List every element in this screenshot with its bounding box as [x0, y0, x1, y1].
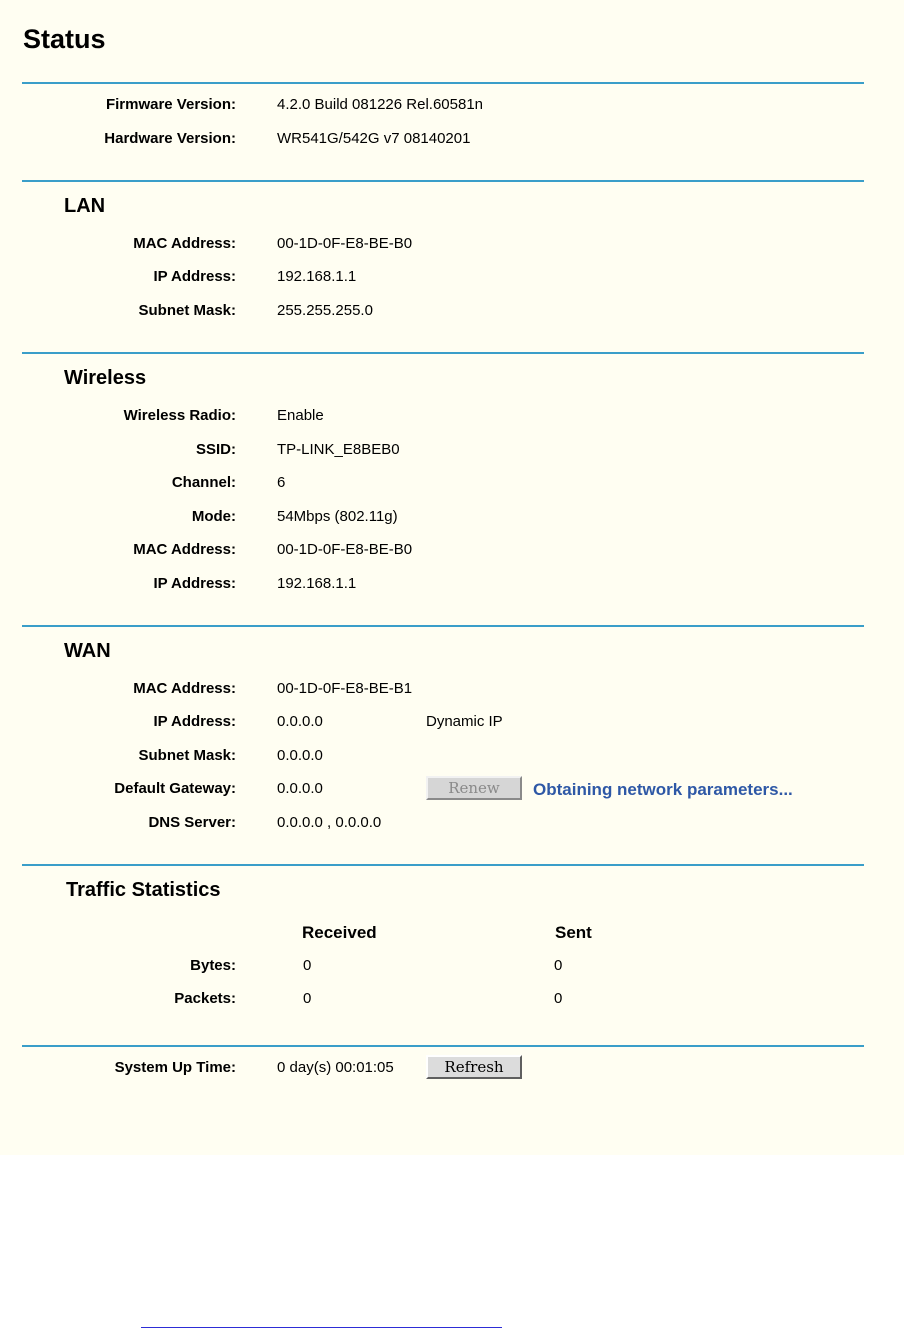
lan-mac-label: MAC Address:: [133, 235, 236, 252]
firmware-version-label: Firmware Version:: [105, 96, 236, 113]
wan-subnet-label: Subnet Mask:: [138, 747, 236, 764]
packets-sent-value: 0: [554, 990, 563, 1007]
uptime-label: System Up Time:: [114, 1059, 236, 1076]
wireless-radio-value: Enable: [277, 407, 324, 424]
gateway-label: Default Gateway:: [114, 780, 236, 797]
hardware-version-value: WR541G/542G v7 08140201: [277, 130, 471, 147]
gateway-value: 0.0.0.0: [277, 780, 323, 797]
lan-section-title: LAN: [64, 195, 106, 217]
wan-status-message: Obtaining network parameters...: [533, 780, 793, 799]
divider-top: [22, 82, 864, 84]
sent-column-header: Sent: [555, 923, 592, 942]
wan-mac-value: 00-1D-0F-E8-BE-B1: [277, 680, 413, 697]
lan-subnet-value: 255.255.255.0: [277, 302, 373, 319]
wan-ip-label: IP Address:: [153, 713, 236, 730]
packets-label: Packets:: [174, 990, 236, 1007]
mode-value: 54Mbps (802.11g): [277, 508, 398, 525]
lan-subnet-label: Subnet Mask:: [138, 302, 236, 319]
divider-wireless: [22, 352, 864, 354]
wan-ip-value: 0.0.0.0: [277, 713, 323, 730]
divider-traffic: [22, 864, 864, 866]
wireless-mac-label: MAC Address:: [133, 541, 236, 558]
bytes-received-value: 0: [303, 957, 312, 974]
channel-value: 6: [277, 474, 286, 491]
bottom-link-underline: [141, 1327, 502, 1328]
bytes-sent-value: 0: [554, 957, 563, 974]
connection-type-value: Dynamic IP: [426, 713, 503, 730]
divider-lan: [22, 180, 864, 182]
packets-received-value: 0: [303, 990, 312, 1007]
firmware-version-value: 4.2.0 Build 081226 Rel.60581n: [277, 96, 484, 113]
hardware-version-label: Hardware Version:: [104, 130, 236, 147]
wireless-section-title: Wireless: [64, 367, 147, 389]
wireless-radio-label: Wireless Radio:: [123, 407, 236, 424]
traffic-section-title: Traffic Statistics: [66, 879, 221, 901]
wireless-ip-value: 192.168.1.1: [277, 575, 357, 592]
page-title: Status: [23, 24, 106, 54]
wireless-mac-value: 00-1D-0F-E8-BE-B0: [277, 541, 413, 558]
wireless-ip-label: IP Address:: [153, 575, 236, 592]
received-column-header: Received: [302, 923, 377, 942]
lan-ip-value: 192.168.1.1: [277, 268, 357, 285]
lan-mac-value: 00-1D-0F-E8-BE-B0: [277, 235, 413, 252]
lan-ip-label: IP Address:: [153, 268, 236, 285]
wan-section-title: WAN: [64, 640, 111, 662]
mode-label: Mode:: [191, 508, 236, 525]
divider-system: [22, 1045, 864, 1047]
refresh-button[interactable]: Refresh: [426, 1055, 522, 1079]
bytes-label: Bytes:: [190, 957, 236, 974]
channel-label: Channel:: [171, 474, 236, 491]
ssid-value: TP-LINK_E8BEB0: [277, 441, 400, 458]
ssid-label: SSID:: [195, 441, 236, 458]
uptime-value: 0 day(s) 00:01:05: [277, 1059, 394, 1076]
divider-wan: [22, 625, 864, 627]
dns-server-value: 0.0.0.0 , 0.0.0.0: [277, 814, 382, 831]
renew-button[interactable]: Renew: [426, 776, 522, 800]
dns-server-label: DNS Server:: [148, 814, 236, 831]
wan-mac-label: MAC Address:: [133, 680, 236, 697]
wan-subnet-value: 0.0.0.0: [277, 747, 323, 764]
